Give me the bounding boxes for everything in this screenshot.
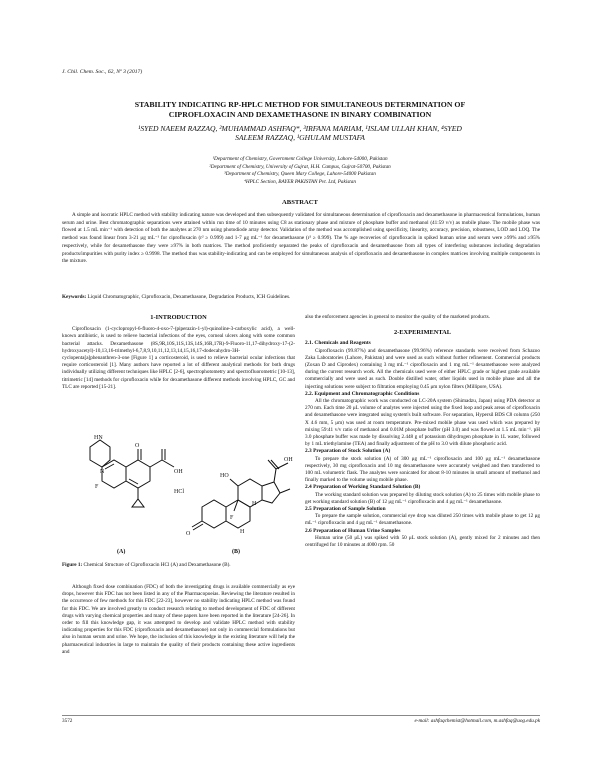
affiliation: ¹Department of Chemistry, Government College University, Lahore-54000, Pakistan [212, 156, 388, 162]
intro-paragraph-1: Ciprofloxacin (1-cyclopropyl-6-fluoro-4-oxo-7-(piperazin-1-yl)-quinoline-3-carboxylic acid), a well-known antibiotic, is used to relieve bacterial infections of the eyes, corneal ulcers along with some common bacterial attacks. Dexamethasone (8S,9R,10S,11S,13S,14S,16R,17R)-9-Fluoro-11,17-dihydroxy-17-(2-hydroxyacetyl)-10,13,16-trimethyl-6,7,8,9,10,11,12,13,14,15,16,17-dodecahydro-3H-cyclopenta[a]phenanthren-3-one [Figure 1] a corticosteroid, is used to relieve bacterial ocular infections that require corticosteroid [1]. Many authors have reported a lot of different analytical methods for both drugs individually utilizing different techniques like HPLC [2-6], spectrophotometry and spectrofluorometric [10-13], titrimetric [14] methods for ciprofloxacin while for dexamethasone different methods involving HPLC, GC and TLC are reported [15-21]. [62, 326, 295, 390]
abstract-heading: ABSTRACT [282, 199, 318, 206]
paper-title [60, 100, 540, 119]
caption-text: Chemical Structure of Ciprofloxacin HCl (A) and Dexamethasone (B). [83, 562, 231, 568]
affiliation: ⁴HPLC Section, BAYER PAKISTAN Pvt. Ltd, Pakistan [244, 178, 356, 185]
subsection-heading: 2.4 Preparation of Working Standard Solution (B) [305, 484, 421, 491]
structure-label: F [230, 515, 234, 521]
title-line: STABILITY INDICATING RP-HPLC METHOD FOR SIMULTANEOUS DETERMINATION OF [134, 100, 466, 109]
subsection-heading: 2.2. Equipment and Chromatographic Conditions [305, 390, 420, 397]
ring-b [226, 500, 250, 528]
cyclopropyl-ring [132, 499, 144, 507]
subsection-text: Human urine (50 μL) was spiked with 50 μL stock solution (A), gently mixed for 2 minutes and then centrifuged for 10 minutes at 4000 rpm. 50 [305, 534, 540, 549]
structure-label: HO [220, 473, 229, 479]
structure-label: F [95, 484, 99, 490]
subsection-text: The working standard solution was prepared by diluting stock solution (A) to 25 times with mobile phase to get working standard solution (B) of 12 μg mL⁻¹ ciprofloxacin and 4 μg mL⁻¹ dexamethasone. [305, 491, 540, 505]
subsection-text: To prepare the stock solution (A) of 300 μg mL⁻¹ ciprofloxacin and 100 μg mL⁻¹ dexamethasone respectively, 30 mg ciprofloxacin and 10 mg dexamethasone were accurately weighed and then transferred to 100 mL volumetric flask. The analytes were sonicated for about 8-10 minutes in small amount of methanol and finally marked to the volume using mobile phase. [305, 455, 540, 484]
subsection-text: All the chromatographic work was conducted on LC-20A system (Shimadzu, Japan) using PDA detector at 270 nm. Each time 20 μL volume of analytes were injected using the fixed loop and peak areas of ciprofloxacin and dexamethasone were integrated using system's built software. For separation, Hypersil BDS C8 column (250 X 4.6 mm, 5 μm) was used at room temperature. Pre-mixed mobile phase was used which was prepared by mixing 59:41 v/v ratio of methanol and 0.01M phosphate buffer (pH 3.0) and was flowed at 1.5 mL min⁻¹. pH 3.0 phosphate buffer was made by dissolving 2.448 g of potassium dihydrogen phosphate in 1L water, followed by 1 mL triethylamine (TEA) and finally adjustment of the pH to 3.0 with dilute phosphoric acid. [305, 398, 540, 448]
author-line: ¹SYED NAEEM RAZZAQ, ²MUHAMMAD ASHFAQ*, ³IRFANA MARIAM, ¹ISLAM ULLAH KHAN, ⁴SYED [138, 124, 462, 133]
figure-label-a: (A) [117, 549, 126, 555]
structure-label: OH [284, 457, 293, 463]
subsection-heading: 2.1. Chemicals and Reagents [305, 340, 371, 347]
left-column-bottom [62, 584, 295, 656]
figure-caption [62, 562, 295, 569]
caption-label: Figure 1: [62, 562, 83, 568]
affiliations [80, 156, 520, 186]
left-column-top [62, 314, 295, 391]
structure-label: H [240, 529, 245, 535]
piperazine-ring [90, 440, 110, 467]
subsection-heading: 2.3 Preparation of Stock Solution (A) [305, 448, 391, 455]
ring-a [202, 500, 226, 528]
structure-label: H [252, 501, 257, 507]
page-number: 3572 [62, 718, 73, 724]
author-line: SALEEM RAZZAQ, ¹GHULAM MUSTAFA [235, 133, 365, 143]
ring-c [238, 479, 262, 507]
subsection-text: Ciprofloxacin (99.87%) and dexamethasone (99.96%) reference standards were received from Schazoo Zaka Laboratories (Lahore, Pakistan) and were used as such without further refinement. Commercial products (Zoxan D and Ciprodex) containing 3 mg mL⁻¹ ciprofloxacin and 1 mg mL⁻¹ dexamethasone were analyzed during the current research work. All the chemicals used were of either HPLC grade or highest grade available commercially and were used as such. Double distilled water, other liquids used in mobile phase and all the injecting solutions were subject to filtration employing 0.45 μm nylon filters (Millipore, USA). [305, 347, 540, 390]
structure-label: N [100, 469, 105, 475]
affiliation: ²Department of Chemistry, University of Gujrat, H.H. Campus, Gujrat-50700, Pakistan [209, 163, 391, 170]
dexamethasone-structure [192, 460, 290, 530]
figure-label-b: (B) [232, 549, 240, 555]
structure-label: O [135, 443, 140, 449]
keywords [62, 294, 540, 300]
intro-continuation: also the enforcement agencies in general to monitor the quality of the marketed products. [305, 314, 490, 320]
subsection-heading: 2.6 Preparation of Human Urine Samples [305, 527, 401, 534]
subsection-heading: 2.5 Preparation of Sample Solution [305, 506, 386, 513]
affiliation: ³Department of Chemistry, Queen Mary College, Lahore-54000 Pakistan [224, 171, 376, 178]
right-column [305, 314, 540, 549]
journal-header: J. Chil. Chem. Soc., 62, Nº 3 (2017) [62, 69, 143, 75]
chemical-structures [62, 427, 295, 557]
footer-rule [62, 715, 540, 716]
structure-label: HCl [174, 489, 185, 495]
figure-1 [62, 427, 295, 557]
subsection-text: To prepare the sample solution, commercial eye drop was diluted 250 times with mobile phase to get 12 μg mL⁻¹ ciprofloxacin and 4 μg mL⁻¹ dexamethasone. [305, 513, 540, 527]
intro-paragraph-2: Although fixed dose combination (FDC) of both the investigating drugs is available commercially as eye drops, however this FDC has not been listed in any of the Pharmacopoeias. Reviewing the literature resulted in the occurrence of few methods for this FDC [22-23], however no stability indicating HPLC method was found for this FDC. We are involved greatly to conduct research relating to method development of FDC of different drugs with varying chemical properties and many of these papers have been reported in the literature [24-26]. In order to fill this knowledge gap, it was attempted to develop and validate HPLC method with stability indicating properties for this FDC (ciprofloxacin and dexamethasone) not only in commercial formulations but also in human serum and urine. We hope, the inclusion of this knowledge in the existing literature will help the pharmaceutical industries in large to maintain the quality of their products containing these active ingredients and [62, 584, 295, 655]
keywords-label: Keywords: [62, 294, 87, 300]
title-line: CIPROFLOXACIN AND DEXAMETHASONE IN BINARY COMBINATION [168, 109, 432, 119]
abstract-text: A simple and isocratic HPLC method with stability indicating nature was developed and then subsequently validated for simultaneous determination of ciprofloxacin and dexamethasone in pharmaceutical formulations, human serum and urine. Best chromatographic separations were attained within run time of 10 minutes using C8 as stationary phase and mixture of phosphate buffer and methanol (41:59 v/v) as mobile phase. The mobile phase was flowed at 1.5 mL min⁻¹ with detection of both the analytes at 270 nm using photodiode array detector. Validation of the method was accomplished using specificity, linearity, accuracy, precision, robustness, LOD and LOQ. The method was found linear from 3-21 μg mL⁻¹ for ciprofloxacin (r² ≥ 0.999) and 1-7 μg mL⁻¹ for dexamethasone (r² ≥ 0.999). The % age recoveries of ciprofloxacin in spiked human urine and serum were ≥99% and ≥95% respectively, while for dexamethasone they were ≥97% in both matrices. The method proficiently separated the peaks of ciprofloxacin and dexamethasone from all types of interfering substances including degradation products/impurities with purity index ≥ 0.9998. The method thus was stability-indicating and can be employed for simultaneous analysis of ciprofloxacin and dexamethasone in complex matrices involving multiple components in the mixture. [62, 212, 540, 265]
corresponding-email: e-mail: ashfaqchemist@hotmail.com, m.ashfaq@uog.edu.pk [414, 718, 540, 724]
structure-label: HN [94, 435, 103, 441]
ring-d [262, 482, 280, 503]
structure-label: OH [174, 469, 183, 475]
keywords-text: Liquid Chromatographic, Ciprofloxacin, Dexamethasone, Degradation Products, ICH Guidelines. [87, 294, 291, 300]
structure-label: O [186, 531, 191, 537]
section-heading-introduction: 1-INTRODUCTION [150, 314, 207, 321]
author-list [75, 124, 525, 143]
section-heading-experimental: 2-EXPERIMENTAL [393, 329, 452, 337]
